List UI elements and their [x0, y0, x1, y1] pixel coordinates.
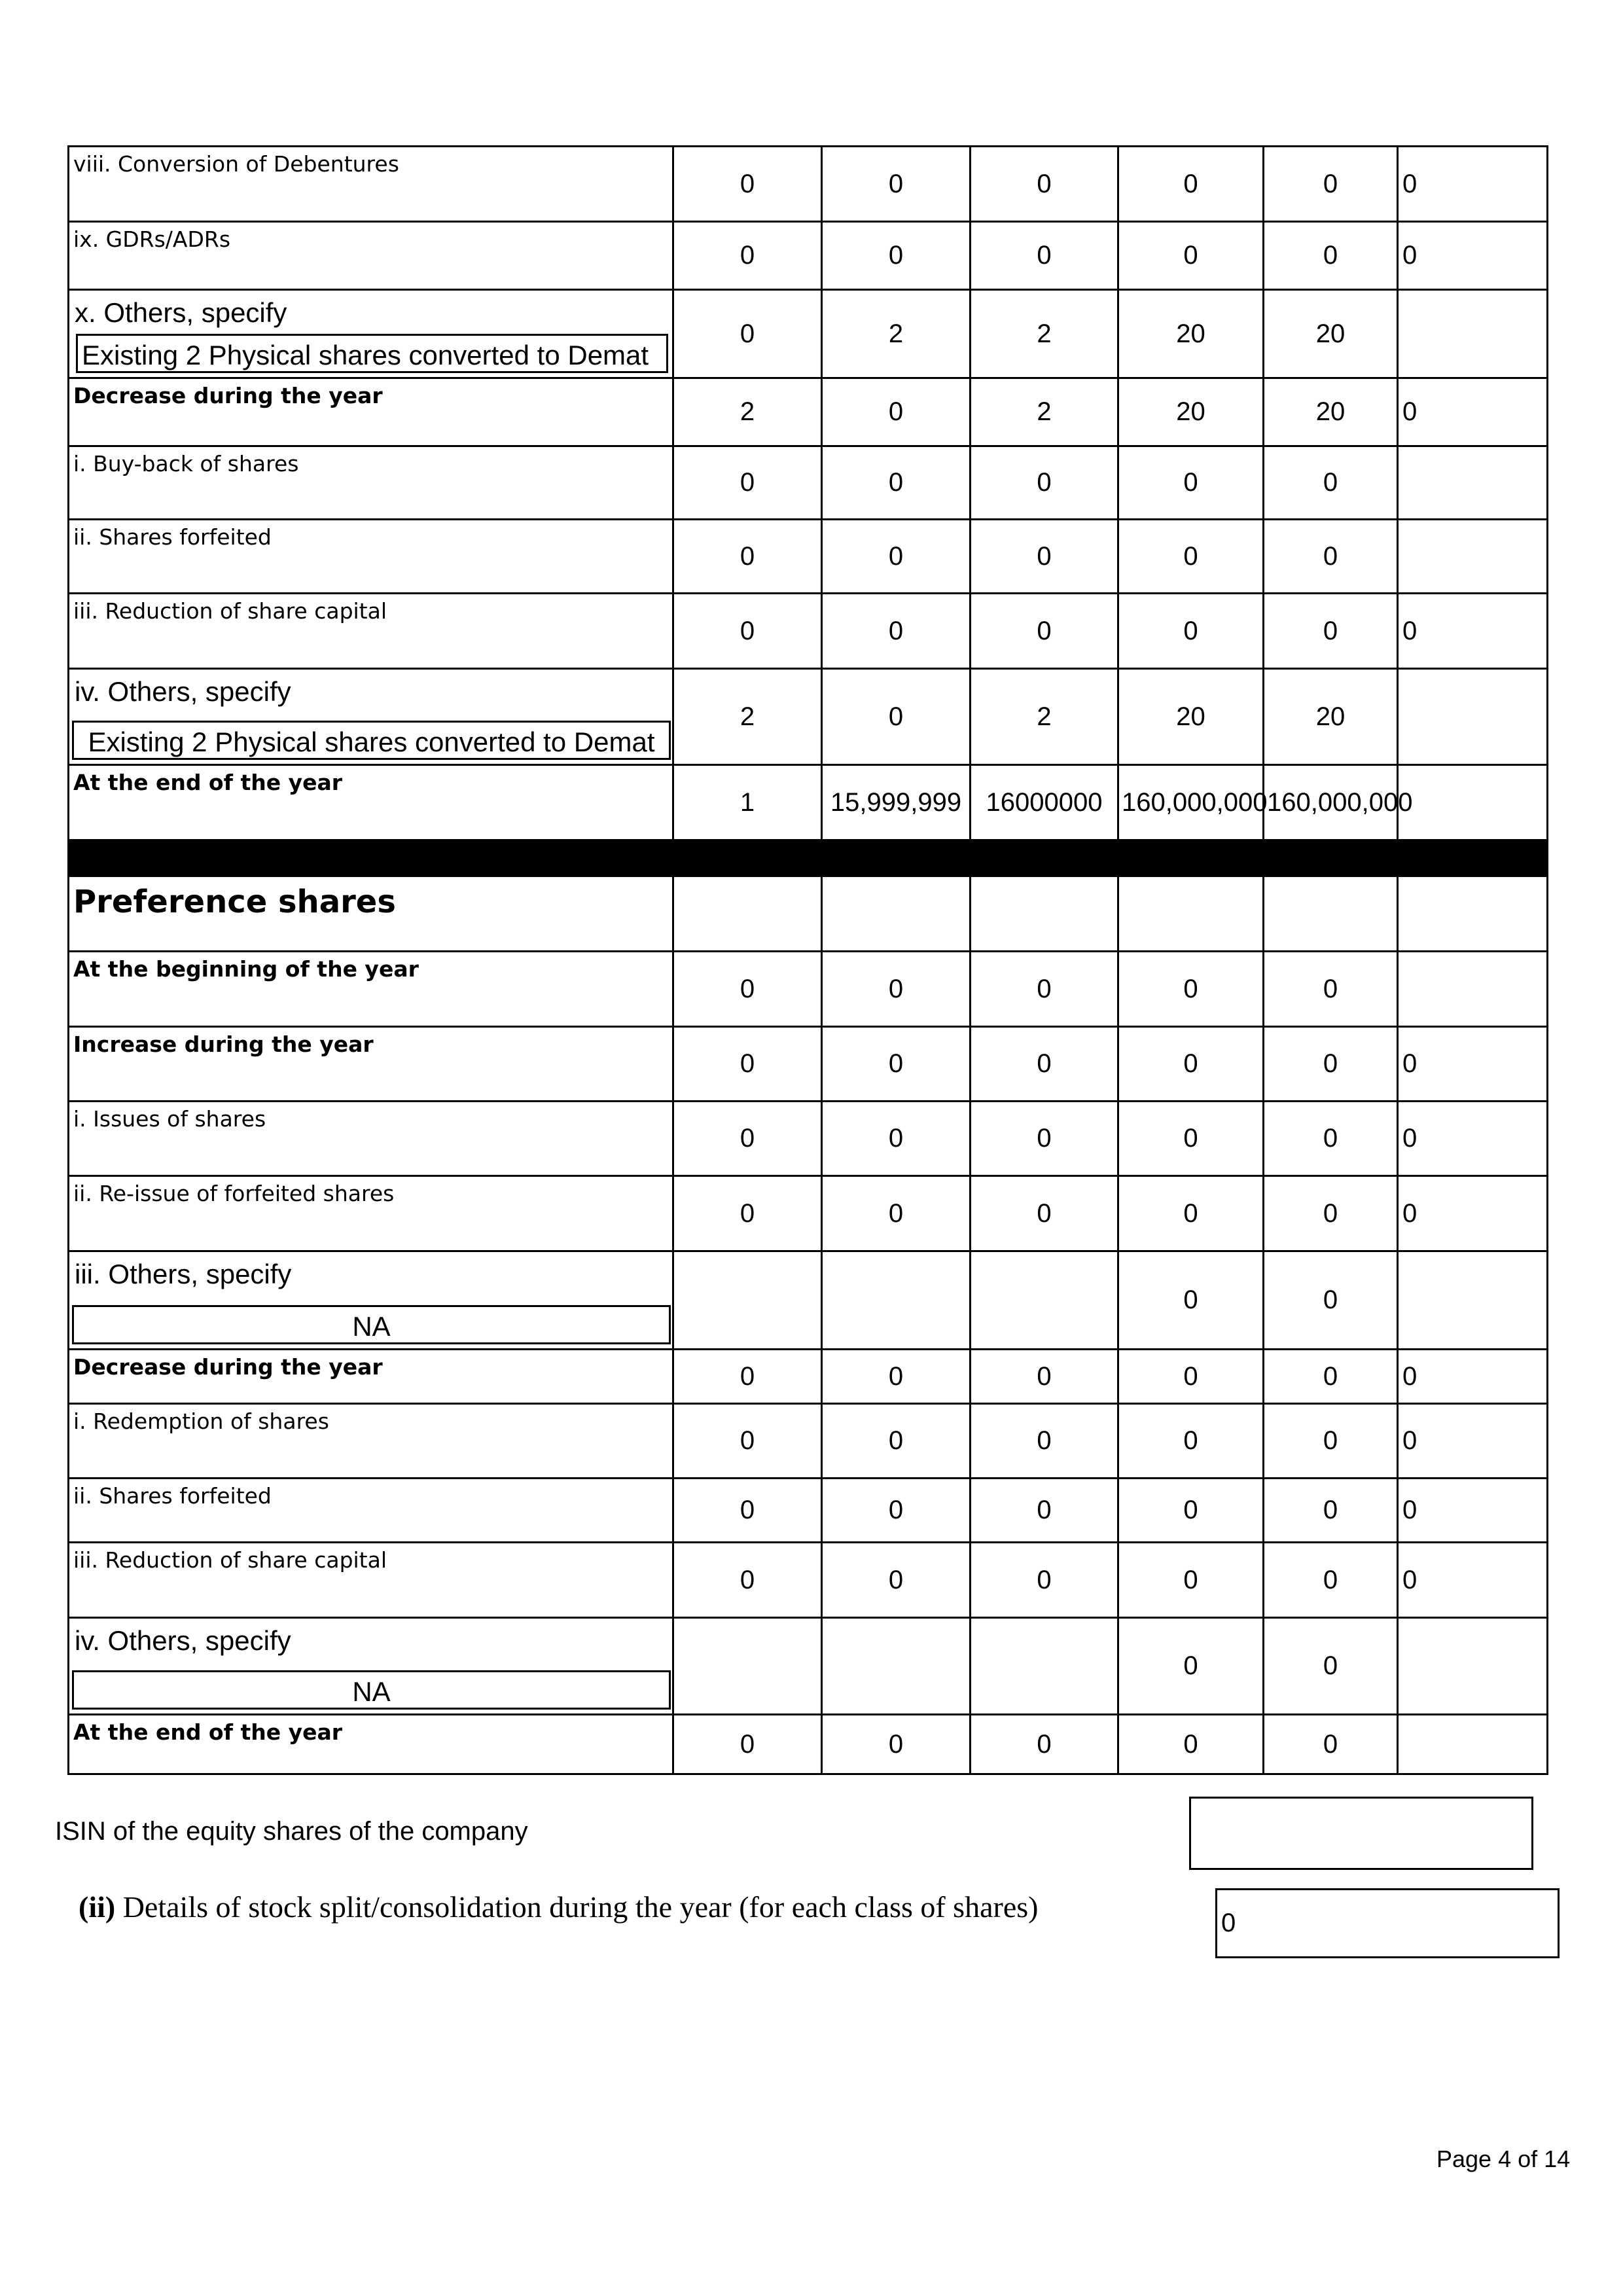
value-cell: 0 [1118, 1715, 1264, 1774]
value-cell [822, 1618, 971, 1715]
value-cell: 0 [971, 594, 1118, 669]
value-cell: 0 [673, 222, 822, 290]
table-row [69, 1618, 1548, 1715]
value-cell: 0 [822, 1027, 971, 1102]
value-cell: 2 [673, 669, 822, 765]
value-cell: 0 [1264, 1102, 1398, 1176]
value-cell: 0 [971, 222, 1118, 290]
row-label: iii. Reduction of share capital [69, 594, 673, 669]
value-cell: 20 [1118, 378, 1264, 446]
row-label: iv. Others, specify [75, 1625, 291, 1656]
row-label-cell [69, 290, 673, 378]
row-label: viii. Conversion of Debentures [69, 147, 673, 222]
row-label: At the end of the year [69, 1715, 673, 1774]
row-label: i. Buy-back of shares [69, 446, 673, 520]
value-cell: 15,999,999 [822, 765, 971, 840]
value-cell: 0 [1118, 1404, 1264, 1479]
table-row [69, 669, 1548, 765]
divider-bar [69, 840, 1548, 876]
specify-field[interactable]: NA [72, 1305, 671, 1344]
table-row [69, 876, 1548, 952]
table-row [69, 290, 1548, 378]
value-cell [971, 876, 1118, 952]
table-row [69, 952, 1548, 1027]
page-number: Page 4 of 14 [1436, 2145, 1571, 2172]
row-label: i. Issues of shares [69, 1102, 673, 1176]
value-cell: 0 [673, 147, 822, 222]
table-row [69, 1176, 1548, 1251]
table-row [69, 446, 1548, 520]
value-cell: 0 [822, 952, 971, 1027]
table-row [69, 1251, 1548, 1350]
value-cell: 0 [1398, 147, 1548, 222]
value-cell: 0 [1118, 1102, 1264, 1176]
value-cell: 0 [822, 222, 971, 290]
row-label: ii. Shares forfeited [69, 520, 673, 594]
value-cell: 0 [1118, 1479, 1264, 1543]
value-cell: 0 [971, 1404, 1118, 1479]
table-row [69, 1543, 1548, 1618]
value-cell: 20 [1118, 290, 1264, 378]
row-label-cell [69, 1251, 673, 1350]
split-prefix: (ii) [79, 1890, 116, 1924]
row-label: i. Redemption of shares [69, 1404, 673, 1479]
value-cell: 0 [1264, 1404, 1398, 1479]
table-row [69, 147, 1548, 222]
value-cell: 20 [1264, 669, 1398, 765]
value-cell: 0 [971, 1176, 1118, 1251]
value-cell: 0 [1118, 1543, 1264, 1618]
specify-field[interactable]: Existing 2 Physical shares converted to Demat [72, 721, 671, 760]
value-cell: 0 [971, 1543, 1118, 1618]
row-label: iii. Others, specify [75, 1259, 292, 1289]
value-cell: 0 [971, 147, 1118, 222]
value-cell: 0 [1118, 446, 1264, 520]
row-label: At the beginning of the year [69, 952, 673, 1027]
value-cell: 0 [1264, 952, 1398, 1027]
value-cell: 0 [822, 1102, 971, 1176]
table-row [69, 520, 1548, 594]
value-cell: 0 [1118, 520, 1264, 594]
row-label: At the end of the year [69, 765, 673, 840]
value-cell [673, 1251, 822, 1350]
value-cell: 0 [822, 520, 971, 594]
value-cell: 0 [971, 1479, 1118, 1543]
value-cell: 0 [971, 1350, 1118, 1404]
row-label: iii. Reduction of share capital [69, 1543, 673, 1618]
share-capital-table [67, 145, 1548, 1775]
table-row [69, 1027, 1548, 1102]
value-cell: 0 [673, 1479, 822, 1543]
value-cell: 0 [822, 1715, 971, 1774]
row-label: Decrease during the year [69, 1350, 673, 1404]
specify-field[interactable]: Existing 2 Physical shares converted to Demat [76, 334, 668, 373]
value-cell: 0 [1398, 1479, 1548, 1543]
value-cell: 0 [1264, 1350, 1398, 1404]
value-cell: 0 [1118, 1176, 1264, 1251]
value-cell: 0 [673, 1404, 822, 1479]
row-label: Increase during the year [69, 1027, 673, 1102]
value-cell: 0 [822, 1479, 971, 1543]
value-cell: 0 [1264, 222, 1398, 290]
value-cell: 0 [971, 952, 1118, 1027]
value-cell: 20 [1264, 378, 1398, 446]
value-cell [1264, 876, 1398, 952]
value-cell: 0 [1118, 952, 1264, 1027]
value-cell: 0 [822, 594, 971, 669]
value-cell: 0 [971, 1102, 1118, 1176]
value-cell: 0 [1118, 594, 1264, 669]
value-cell: 0 [1118, 1027, 1264, 1102]
value-cell: 0 [822, 669, 971, 765]
value-cell: 2 [971, 669, 1118, 765]
value-cell: 0 [1264, 446, 1398, 520]
value-cell: 0 [673, 520, 822, 594]
value-cell [1118, 876, 1264, 952]
table-row [69, 765, 1548, 840]
value-cell: 0 [971, 1027, 1118, 1102]
value-cell [673, 876, 822, 952]
value-cell: 0 [673, 952, 822, 1027]
value-cell [822, 876, 971, 952]
table-row [69, 1404, 1548, 1479]
row-label: ix. GDRs/ADRs [69, 222, 673, 290]
value-cell: 16000000 [971, 765, 1118, 840]
value-cell: 0 [1398, 1543, 1548, 1618]
value-cell: 0 [1264, 1251, 1398, 1350]
value-cell: 0 [822, 378, 971, 446]
value-cell [971, 1618, 1118, 1715]
table-row [69, 1350, 1548, 1404]
table-row [69, 594, 1548, 669]
value-cell [971, 1251, 1118, 1350]
value-cell: 0 [822, 446, 971, 520]
value-cell: 0 [1398, 1176, 1548, 1251]
value-cell: 0 [971, 520, 1118, 594]
value-cell: 0 [1264, 1618, 1398, 1715]
table-row [69, 1715, 1548, 1774]
value-cell: 0 [822, 1543, 971, 1618]
split-label [79, 1890, 1038, 1924]
value-cell: 160,000,000 [1118, 765, 1264, 840]
row-label-cell [69, 669, 673, 765]
value-cell: 20 [1264, 290, 1398, 378]
value-cell: 160,000,000 [1264, 765, 1398, 840]
value-cell: 0 [1398, 378, 1548, 446]
value-cell [1398, 765, 1548, 840]
value-cell: 0 [673, 1027, 822, 1102]
value-cell: 0 [1264, 1543, 1398, 1618]
value-cell: 0 [673, 446, 822, 520]
value-cell: 20 [1118, 669, 1264, 765]
value-cell: 0 [1264, 1479, 1398, 1543]
value-cell: 0 [971, 1715, 1118, 1774]
value-cell: 1 [673, 765, 822, 840]
value-cell [1398, 669, 1548, 765]
value-cell: 0 [1118, 1350, 1264, 1404]
value-cell: 0 [1118, 1251, 1264, 1350]
value-cell: 2 [971, 378, 1118, 446]
row-label: x. Others, specify [75, 297, 287, 328]
value-cell: 0 [1398, 594, 1548, 669]
specify-field[interactable]: NA [72, 1670, 671, 1710]
value-cell: 0 [822, 1176, 971, 1251]
row-label: iv. Others, specify [75, 676, 291, 707]
table-row [69, 1479, 1548, 1543]
value-cell: 0 [1264, 147, 1398, 222]
section-heading: Preference shares [69, 876, 673, 952]
value-cell: 2 [822, 290, 971, 378]
value-cell [1398, 446, 1548, 520]
value-cell: 0 [971, 446, 1118, 520]
split-field[interactable]: 0 [1215, 1888, 1560, 1958]
value-cell [1398, 1251, 1548, 1350]
value-cell: 0 [1118, 222, 1264, 290]
value-cell: 0 [673, 1350, 822, 1404]
value-cell [1398, 1715, 1548, 1774]
value-cell: 0 [673, 594, 822, 669]
row-label-cell [69, 1618, 673, 1715]
value-cell: 0 [822, 1404, 971, 1479]
value-cell [1398, 876, 1548, 952]
table-row [69, 1102, 1548, 1176]
value-cell: 0 [1264, 594, 1398, 669]
value-cell: 0 [673, 1102, 822, 1176]
value-cell [1398, 290, 1548, 378]
row-label: ii. Re-issue of forfeited shares [69, 1176, 673, 1251]
value-cell: 0 [673, 1176, 822, 1251]
isin-label: ISIN of the equity shares of the company [55, 1817, 528, 1846]
isin-field[interactable] [1189, 1797, 1533, 1870]
table-row [69, 378, 1548, 446]
split-label-text: Details of stock split/consolidation during the year (for each class of shares) [122, 1890, 1039, 1924]
row-label: ii. Shares forfeited [69, 1479, 673, 1543]
value-cell: 0 [673, 1715, 822, 1774]
value-cell: 0 [1118, 1618, 1264, 1715]
value-cell: 0 [673, 290, 822, 378]
section-divider [69, 840, 1548, 876]
value-cell: 0 [673, 1543, 822, 1618]
value-cell [1398, 1618, 1548, 1715]
value-cell: 0 [1398, 222, 1548, 290]
value-cell [1398, 520, 1548, 594]
value-cell: 0 [822, 1350, 971, 1404]
value-cell [1398, 952, 1548, 1027]
value-cell: 0 [1118, 147, 1264, 222]
value-cell: 0 [1398, 1350, 1548, 1404]
value-cell: 0 [1264, 1176, 1398, 1251]
value-cell: 0 [1398, 1404, 1548, 1479]
value-cell: 0 [1264, 1027, 1398, 1102]
value-cell: 2 [971, 290, 1118, 378]
value-cell: 0 [1398, 1027, 1548, 1102]
row-label: Decrease during the year [69, 378, 673, 446]
value-cell: 0 [1264, 520, 1398, 594]
value-cell [822, 1251, 971, 1350]
value-cell: 0 [822, 147, 971, 222]
value-cell [673, 1618, 822, 1715]
table-row [69, 222, 1548, 290]
value-cell: 0 [1398, 1102, 1548, 1176]
value-cell: 2 [673, 378, 822, 446]
value-cell: 0 [1264, 1715, 1398, 1774]
